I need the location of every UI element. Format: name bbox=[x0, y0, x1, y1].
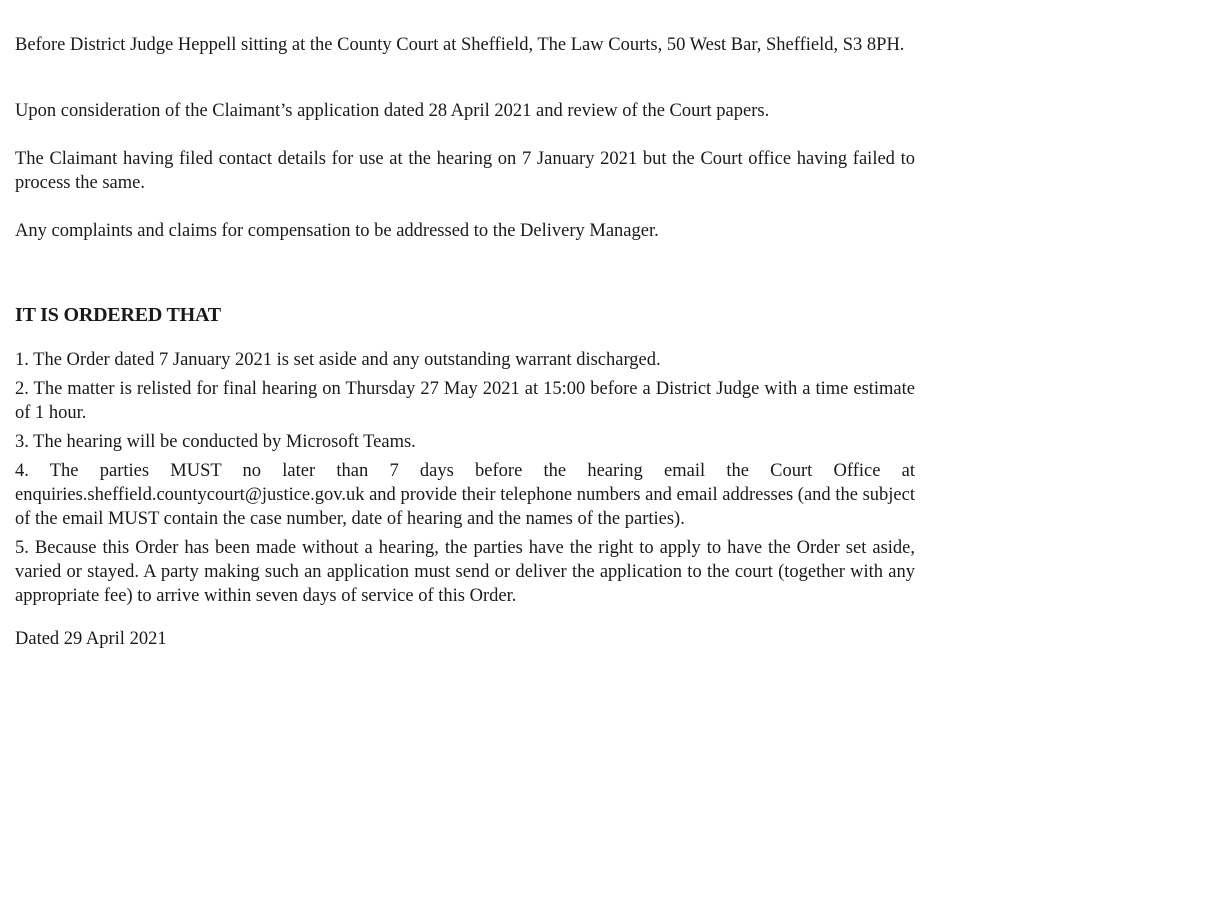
order-item-5: 5. Because this Order has been made without a hearing, the parties have the right to apply to have the Order set aside, varied or stayed. A party making such an application must send or deliver the application to the court (together with any appropriate fee) to arrive within seven days of service of this Order. bbox=[15, 538, 915, 606]
order-item-1: 1. The Order dated 7 January 2021 is set aside and any outstanding warrant discharged. bbox=[15, 350, 661, 370]
preamble-application-paragraph: Upon consideration of the Claimant’s application dated 28 April 2021 and review of the Court papers. bbox=[15, 101, 770, 121]
preamble-judge-paragraph: Before District Judge Heppell sitting at the County Court at Sheffield, The Law Courts, 50 West Bar, Sheffield, S3 8PH. bbox=[15, 35, 905, 55]
order-heading: IT IS ORDERED THAT bbox=[15, 304, 221, 326]
order-item-2: 2. The matter is relisted for final hearing on Thursday 27 May 2021 at 15:00 before a District Judge with a time estimate of 1 hour. bbox=[15, 379, 915, 423]
dated-line: Dated 29 April 2021 bbox=[15, 629, 167, 649]
preamble-contact-details-paragraph: The Claimant having filed contact details for use at the hearing on 7 January 2021 but the Court office having failed to process the same. bbox=[15, 149, 915, 193]
order-item-4: 4. The parties MUST no later than 7 days before the hearing email the Court Office at enquiries.sheffield.countycourt@justice.gov.uk and provide their telephone numbers and email addresses (and the subject of the email MUST contain the case number, date of hearing and the names of the parties). bbox=[15, 461, 915, 529]
order-item-3: 3. The hearing will be conducted by Microsoft Teams. bbox=[15, 432, 416, 452]
preamble-complaints-paragraph: Any complaints and claims for compensation to be addressed to the Delivery Manager. bbox=[15, 221, 659, 241]
